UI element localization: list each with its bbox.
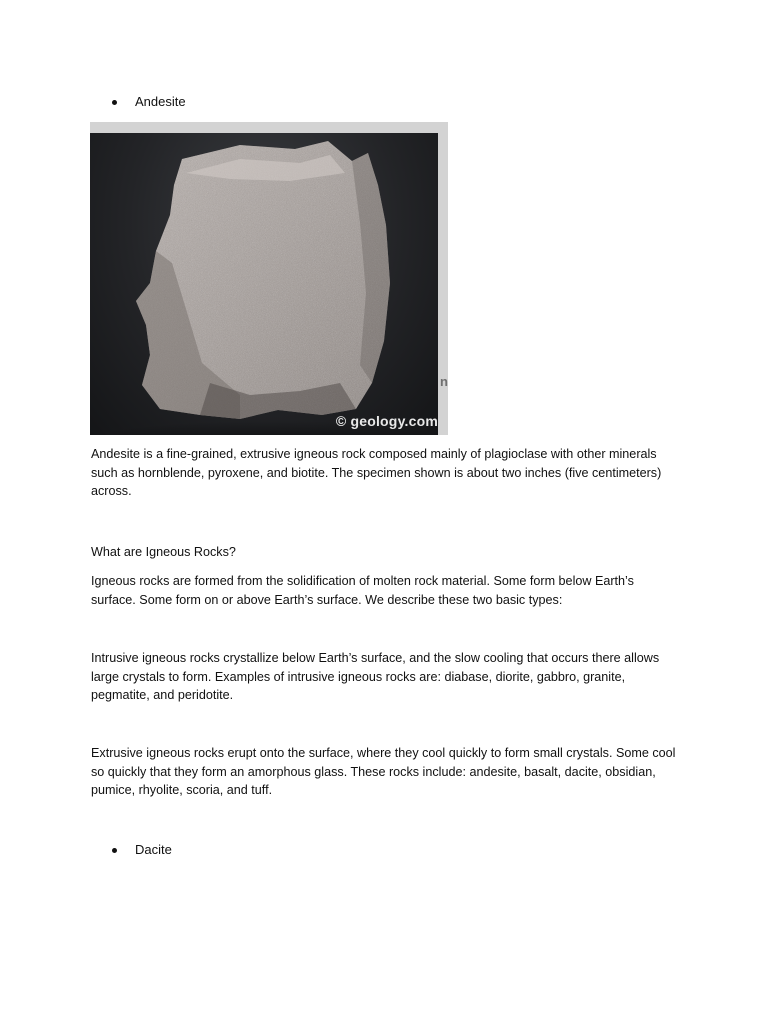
section-heading: What are Igneous Rocks? bbox=[91, 545, 236, 559]
bullet-dot-icon bbox=[112, 848, 117, 853]
image-watermark: © geology.com bbox=[335, 413, 438, 429]
andesite-photo bbox=[90, 122, 448, 435]
extrusive-paragraph: Extrusive igneous rocks erupt onto the surface, where they cool quickly to form small crystals. Some cool so quickly that they form an amorphous glass. These rocks include: andesite, basalt, dacite, obsidian, pumice, rhyolite, scoria, and tuff. bbox=[91, 746, 676, 797]
bullet-label: Andesite bbox=[135, 94, 186, 109]
bullet-dacite bbox=[112, 841, 172, 859]
bullet-dot-icon bbox=[112, 100, 117, 105]
rock-icon bbox=[90, 133, 438, 435]
andesite-caption: Andesite is a fine-grained, extrusive igneous rock composed mainly of plagioclase with other minerals such as hornblende, pyroxene, and biotite. The specimen shown is about two inches (five centimeters) across. bbox=[91, 447, 662, 498]
bullet-andesite bbox=[112, 93, 186, 111]
bullet-label: Dacite bbox=[135, 842, 172, 857]
intro-paragraph: Igneous rocks are formed from the solidification of molten rock material. Some form below Earth’s surface. Some form on or above Earth’s surface. We describe these two basic types: bbox=[91, 574, 634, 607]
image-edge-mark: n bbox=[440, 374, 448, 389]
rock-image bbox=[90, 133, 438, 435]
intrusive-paragraph: Intrusive igneous rocks crystallize below Earth’s surface, and the slow cooling that occurs there allows large crystals to form. Examples of intrusive igneous rocks are: diabase, diorite, gabbro, granite, pegmatite, and peridotite. bbox=[91, 651, 660, 702]
